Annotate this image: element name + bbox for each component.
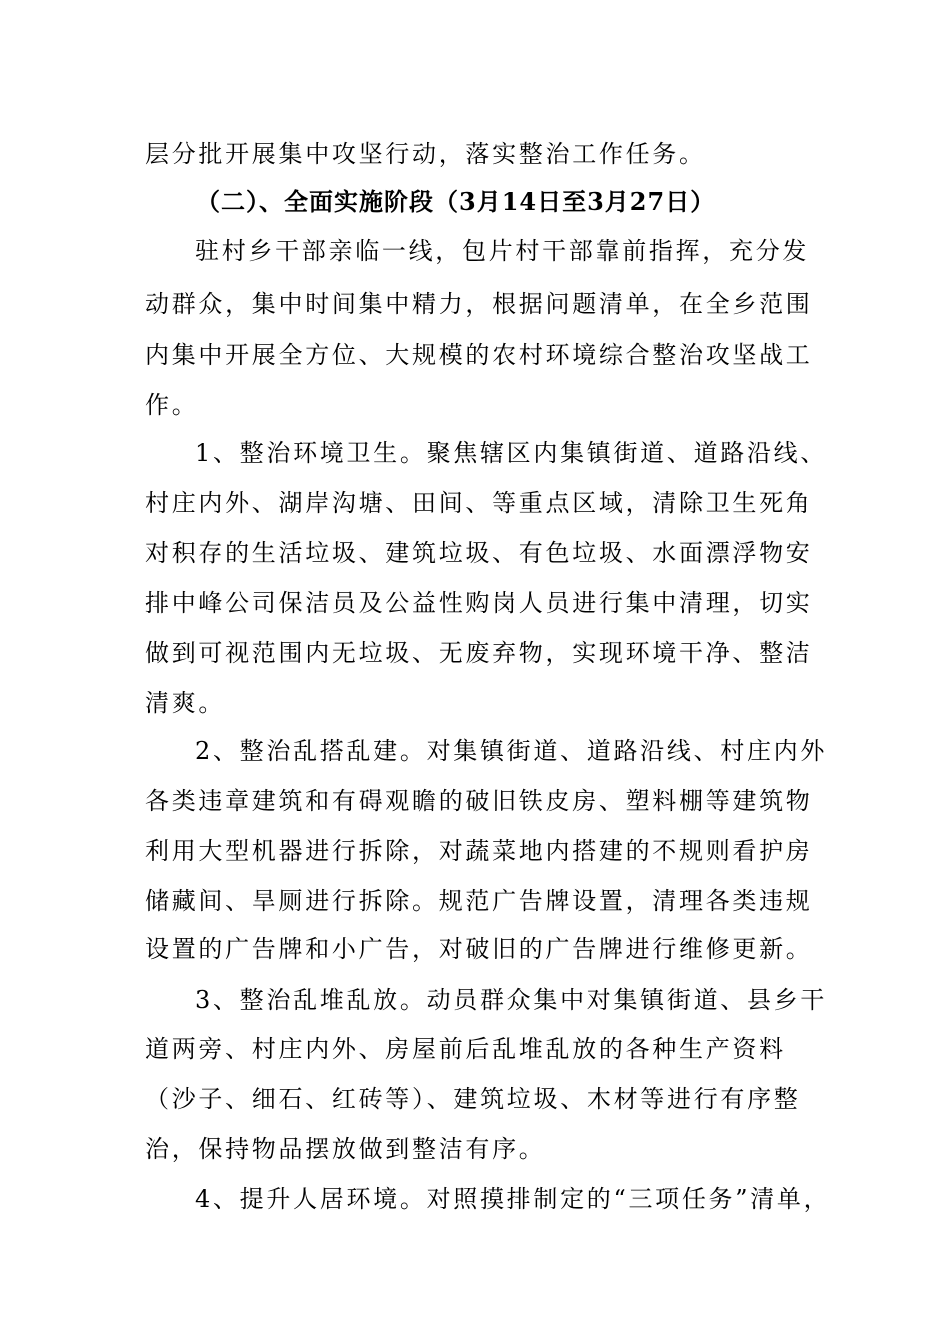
text-line: 4、提升人居环境。对照摸排制定的“三项任务”清单， — [195, 1185, 831, 1213]
text-line: 治，保持物品摆放做到整洁有序。 — [145, 1135, 546, 1163]
text-line: 设置的广告牌和小广告，对破旧的广告牌进行维修更新。 — [145, 935, 813, 963]
text-line: 作。 — [145, 391, 199, 419]
text-line: 3、整治乱堆乱放。动员群众集中对集镇街道、县乡干 — [195, 986, 828, 1014]
text-line: 排中峰公司保洁员及公益性购岗人员进行集中清理，切实 — [145, 589, 813, 617]
text-line: 道两旁、村庄内外、房屋前后乱堆乱放的各种生产资料 — [145, 1035, 786, 1063]
text-line: 利用大型机器进行拆除，对蔬菜地内搭建的不规则看护房 — [145, 837, 813, 865]
text-line: 做到可视范围内无垃圾、无废弃物，实现环境干净、整洁 — [145, 639, 813, 667]
text-line: 内集中开展全方位、大规模的农村环境综合整治攻坚战工 — [145, 341, 813, 369]
text-line: 清爽。 — [145, 689, 226, 717]
text-line: 储藏间、旱厕进行拆除。规范广告牌设置，清理各类违规 — [145, 887, 813, 915]
text-line: 村庄内外、湖岸沟塘、田间、等重点区域，清除卫生死角 — [145, 489, 813, 517]
section-heading: （二）、全面实施阶段（3月14日至3月27日） — [196, 187, 716, 216]
text-line: 层分批开展集中攻坚行动，落实整治工作任务。 — [145, 140, 706, 168]
text-line: 2、整治乱搭乱建。对集镇街道、道路沿线、村庄内外 — [195, 737, 828, 765]
text-line: 1、整治环境卫生。聚焦辖区内集镇街道、道路沿线、 — [195, 439, 828, 467]
text-line: 对积存的生活垃圾、建筑垃圾、有色垃圾、水面漂浮物安 — [145, 539, 813, 567]
text-line: 各类违章建筑和有碍观瞻的破旧铁皮房、塑料棚等建筑物 — [145, 787, 813, 815]
text-line: 驻村乡干部亲临一线，包片村干部靠前指挥，充分发 — [195, 237, 810, 265]
text-line: 动群众，集中时间集中精力，根据问题清单，在全乡范围 — [145, 290, 813, 318]
text-line: （沙子、细石、红砖等）、建筑垃圾、木材等进行有序整 — [145, 1085, 801, 1113]
